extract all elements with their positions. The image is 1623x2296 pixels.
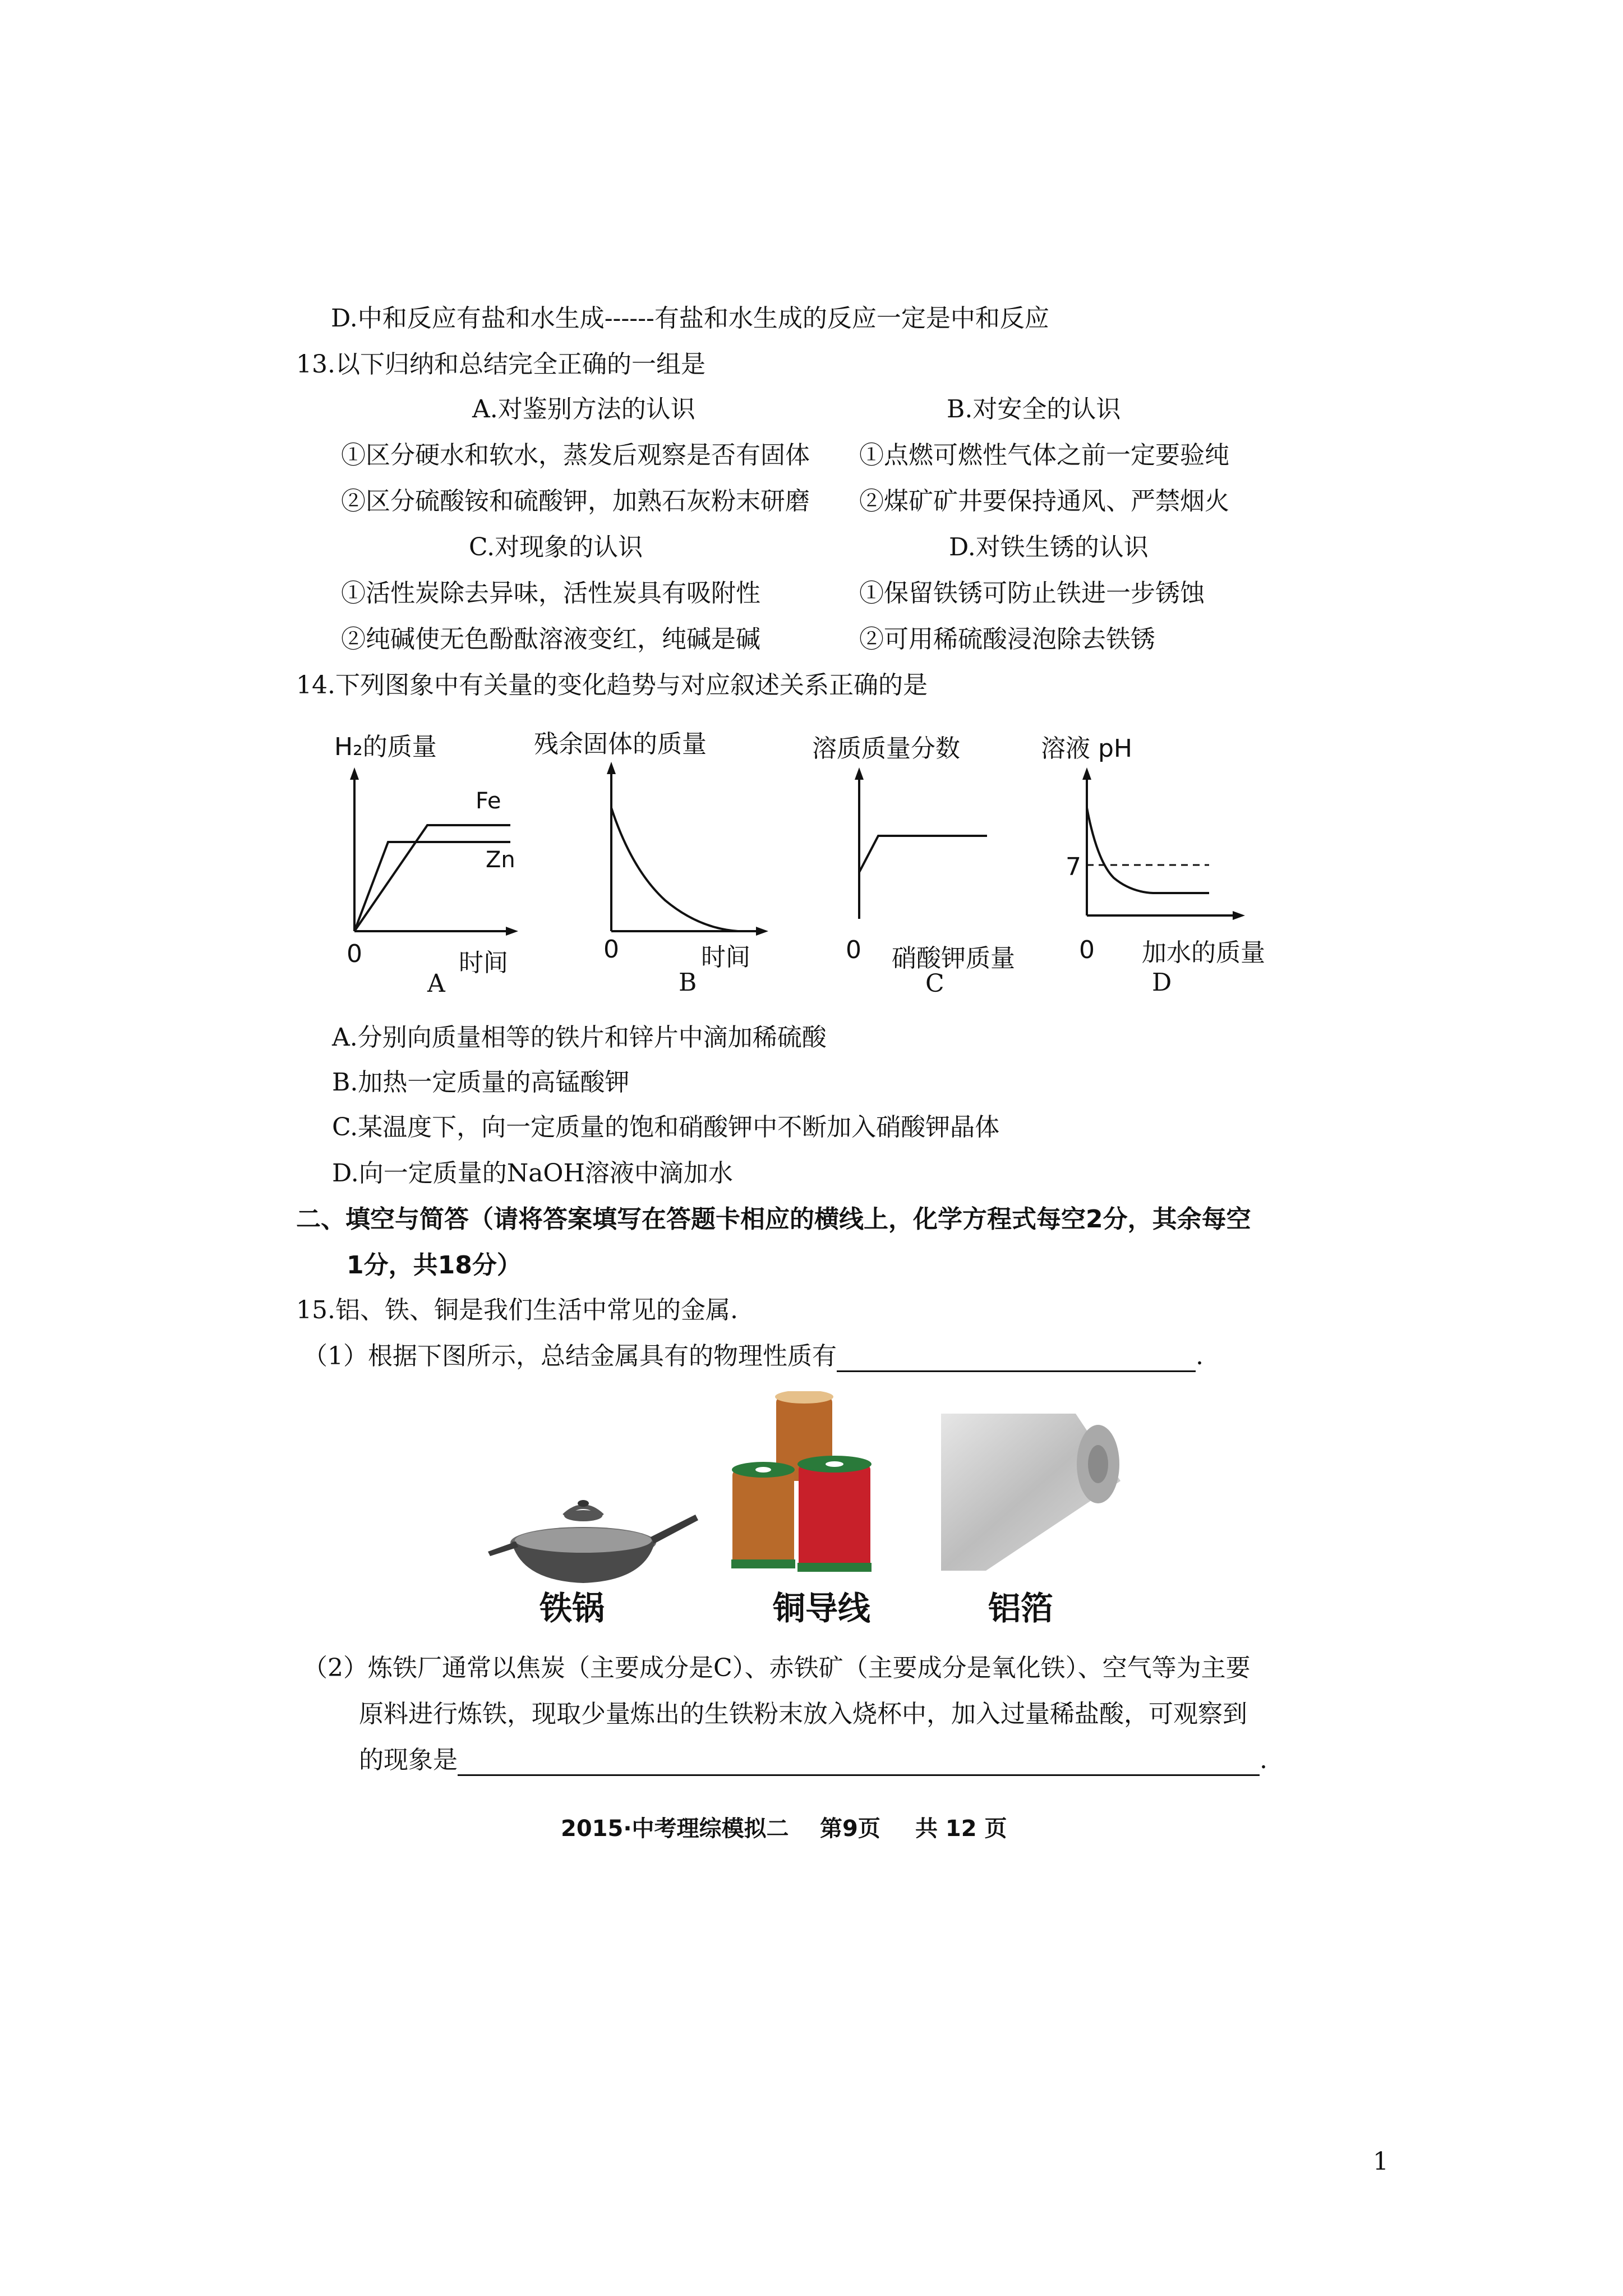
q15-part2-line3: 的现象是 . xyxy=(359,1745,1267,1776)
section2-heading-line1: 二、填空与简答（请将答案填写在答题卡相应的横线上，化学方程式每空2分，其余每空 xyxy=(296,1205,1251,1234)
graph-a-ylabel: H₂的质量 xyxy=(334,733,437,761)
q15-part1: （1）根据下图所示，总结金属具有的物理性质有 . xyxy=(303,1341,1204,1372)
graph-c-origin: 0 xyxy=(846,936,861,964)
wok-icon xyxy=(465,1481,701,1593)
graph-a-origin: 0 xyxy=(347,940,362,968)
graph-b-xlabel: 时间 xyxy=(701,943,750,972)
graph-b-origin: 0 xyxy=(603,935,619,964)
q12-option-d: D.中和反应有盐和水生成------有盐和水生成的反应一定是中和反应 xyxy=(331,304,1049,333)
copper-wire-icon xyxy=(727,1391,884,1582)
q15-part1-text: （1）根据下图所示，总结金属具有的物理性质有 xyxy=(303,1342,837,1370)
graph-b-curve xyxy=(611,808,738,931)
graph-b-ylabel: 残余固体的质量 xyxy=(534,730,707,758)
q14-stem: 14.下列图象中有关量的变化趋势与对应叙述关系正确的是 xyxy=(296,671,928,700)
q13-d-item-2: ②可用稀硫酸浸泡除去铁锈 xyxy=(859,625,1155,654)
graph-a-xlabel: 时间 xyxy=(459,949,508,977)
q13-group-b-title: B.对安全的认识 xyxy=(947,395,1121,424)
q13-a-item-1: ①区分硬水和软水，蒸发后观察是否有固体 xyxy=(341,441,810,470)
q14-option-a: A.分别向质量相等的铁片和锌片中滴加稀硫酸 xyxy=(332,1023,827,1052)
q15-part2-line3-text: 的现象是 xyxy=(359,1746,458,1774)
graph-d-ylabel: 溶液 pH xyxy=(1041,734,1133,763)
q14-option-d: D.向一定质量的NaOH溶液中滴加水 xyxy=(332,1159,733,1188)
q13-d-item-1: ①保留铁锈可防止铁进一步锈蚀 xyxy=(859,579,1205,608)
graph-a-letter: A xyxy=(427,969,445,998)
graph-d-curve xyxy=(1087,808,1209,893)
graph-d-origin: 0 xyxy=(1079,936,1095,964)
q14-option-c: C.某温度下，向一定质量的饱和硝酸钾中不断加入硝酸钾晶体 xyxy=(332,1113,1000,1142)
q15-stem: 15.铝、铁、铜是我们生活中常见的金属. xyxy=(296,1296,738,1324)
graph-c-plot xyxy=(840,763,1008,931)
graph-c-letter: C xyxy=(925,969,944,998)
q15-part2-line1: （2）炼铁厂通常以焦炭（主要成分是C）、赤铁矿（主要成分是氧化铁）、空气等为主要 xyxy=(303,1654,1251,1682)
q14-option-b: B.加热一定质量的高锰酸钾 xyxy=(332,1068,630,1097)
footer-total: 共 12 页 xyxy=(915,1816,1007,1842)
q15-image-caption-foil: 铝箔 xyxy=(988,1589,1054,1627)
q15-part1-answer-blank[interactable] xyxy=(837,1346,1196,1372)
q15-part2-answer-blank[interactable] xyxy=(458,1750,1260,1776)
q13-group-d-title: D.对铁生锈的认识 xyxy=(949,533,1149,562)
q15-part2-line2: 原料进行炼铁，现取少量炼出的生铁粉末放入烧杯中，加入过量稀盐酸，可观察到 xyxy=(359,1700,1247,1728)
q13-group-c-title: C.对现象的认识 xyxy=(469,533,643,562)
aluminum-foil-icon xyxy=(935,1402,1126,1582)
page-number: 1 xyxy=(1373,2147,1389,2176)
q13-stem: 13.以下归纳和总结完全正确的一组是 xyxy=(296,350,706,379)
q15-image-caption-wok: 铁锅 xyxy=(540,1589,605,1627)
q13-group-a-title: A.对鉴别方法的认识 xyxy=(472,395,695,424)
q15-image-caption-copper-wire: 铜导线 xyxy=(773,1589,871,1627)
graph-a-series-zn: Zn xyxy=(486,847,515,873)
footer-exam: 2015·中考理综模拟二 xyxy=(561,1816,789,1842)
q13-c-item-1: ①活性炭除去异味，活性炭具有吸附性 xyxy=(341,579,760,608)
graph-c-ylabel: 溶质质量分数 xyxy=(812,734,960,763)
graph-d-plot xyxy=(1069,763,1260,931)
graph-d-letter: D xyxy=(1152,968,1172,997)
footer-page: 第9页 xyxy=(820,1816,880,1842)
graph-d-tick-7: 7 xyxy=(1066,853,1081,881)
section2-heading-line2: 1分，共18分） xyxy=(347,1251,522,1280)
graph-c-line xyxy=(859,836,987,872)
graph-b-letter: B xyxy=(679,968,697,997)
q13-a-item-2: ②区分硫酸铵和硫酸钾，加熟石灰粉末研磨 xyxy=(341,487,810,516)
graph-c-xlabel: 硝酸钾质量 xyxy=(892,944,1015,973)
q13-b-item-2: ②煤矿矿井要保持通风、严禁烟火 xyxy=(859,487,1229,516)
graph-a-series-fe: Fe xyxy=(476,788,501,814)
graph-b-plot xyxy=(592,757,777,942)
q13-c-item-2: ②纯碱使无色酚酞溶液变红，纯碱是碱 xyxy=(341,625,760,654)
q13-b-item-1: ①点燃可燃性气体之前一定要验纯 xyxy=(859,441,1229,470)
graph-d-xlabel: 加水的质量 xyxy=(1142,938,1265,967)
